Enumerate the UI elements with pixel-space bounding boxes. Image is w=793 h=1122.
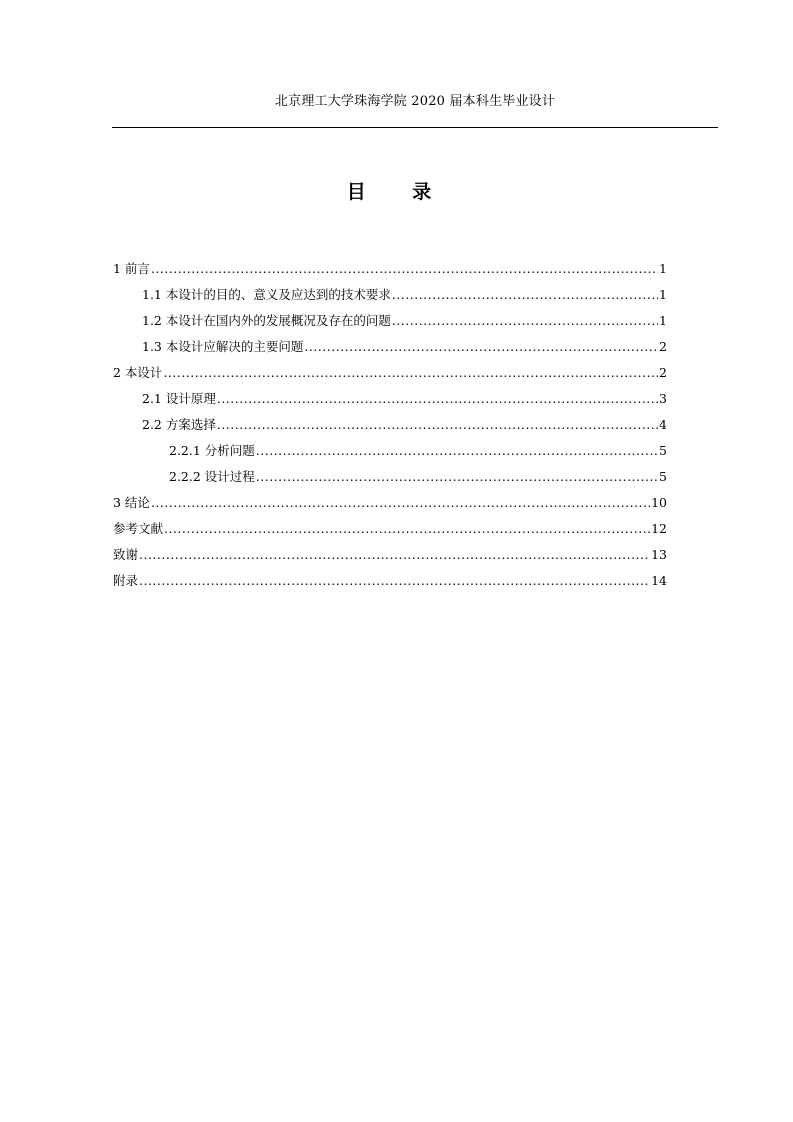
toc-entry[interactable]	[113, 412, 667, 438]
toc-entry[interactable]	[113, 386, 667, 412]
toc-entry[interactable]	[113, 516, 667, 542]
toc-entry[interactable]	[113, 568, 667, 594]
page-header: 北京理工大学珠海学院 2020 届本科生毕业设计	[274, 94, 556, 109]
toc-entry-label: 3 结论	[113, 495, 150, 510]
toc-entry-label: 2.1 设计原理	[142, 391, 216, 406]
toc-dot-leader	[164, 516, 650, 542]
toc-entry-page: 10	[651, 495, 667, 510]
toc-entry-page: 14	[651, 573, 667, 588]
toc-dot-leader	[151, 256, 658, 282]
toc-entry[interactable]	[113, 542, 667, 568]
toc-dot-leader	[139, 568, 650, 594]
toc-dot-leader	[139, 542, 650, 568]
toc-entry[interactable]	[113, 256, 667, 282]
toc-entry-page: 5	[659, 443, 667, 458]
toc-dot-leader	[392, 282, 658, 308]
toc-entry-label: 2.2 方案选择	[142, 417, 216, 432]
toc-dot-leader	[392, 308, 658, 334]
toc-dot-leader	[304, 334, 658, 360]
toc-entry-page: 1	[659, 313, 667, 328]
toc-dot-leader	[256, 464, 658, 490]
toc-entry[interactable]	[113, 308, 667, 334]
toc-entry[interactable]	[113, 334, 667, 360]
toc-entry[interactable]	[113, 490, 667, 516]
toc-entry-page: 5	[659, 469, 667, 484]
toc-entry-label: 致谢	[113, 547, 139, 562]
toc-entry[interactable]	[113, 464, 667, 490]
toc-entry-label: 1.2 本设计在国内外的发展概况及存在的问题	[142, 313, 391, 328]
toc-entry-label: 附录	[113, 573, 139, 588]
toc-dot-leader	[256, 438, 658, 464]
table-of-contents	[113, 256, 667, 594]
toc-entry-page: 1	[659, 261, 667, 276]
toc-entry-page: 2	[659, 365, 667, 380]
toc-entry-page: 13	[651, 547, 667, 562]
toc-entry-page: 4	[659, 417, 667, 432]
toc-entry[interactable]	[113, 360, 667, 386]
toc-entry-page: 12	[651, 521, 667, 536]
header-divider	[112, 127, 718, 128]
toc-entry-label: 2 本设计	[113, 365, 163, 380]
toc-entry-label: 参考文献	[113, 521, 164, 536]
toc-dot-leader	[217, 386, 658, 412]
toc-dot-leader	[217, 412, 658, 438]
toc-entry-page: 2	[659, 339, 667, 354]
toc-entry-label: 1.3 本设计应解决的主要问题	[142, 339, 304, 354]
toc-entry-page: 3	[659, 391, 667, 406]
toc-dot-leader	[163, 360, 658, 386]
toc-entry-label: 2.2.1 分析问题	[169, 443, 255, 458]
toc-title: 目 录	[346, 181, 452, 203]
toc-entry[interactable]	[113, 282, 667, 308]
toc-entry-label: 1 前言	[113, 261, 150, 276]
toc-entry-page: 1	[659, 287, 667, 302]
toc-dot-leader	[151, 490, 650, 516]
toc-entry-label: 1.1 本设计的目的、意义及应达到的技术要求	[142, 287, 391, 302]
toc-entry-label: 2.2.2 设计过程	[169, 469, 255, 484]
toc-entry[interactable]	[113, 438, 667, 464]
